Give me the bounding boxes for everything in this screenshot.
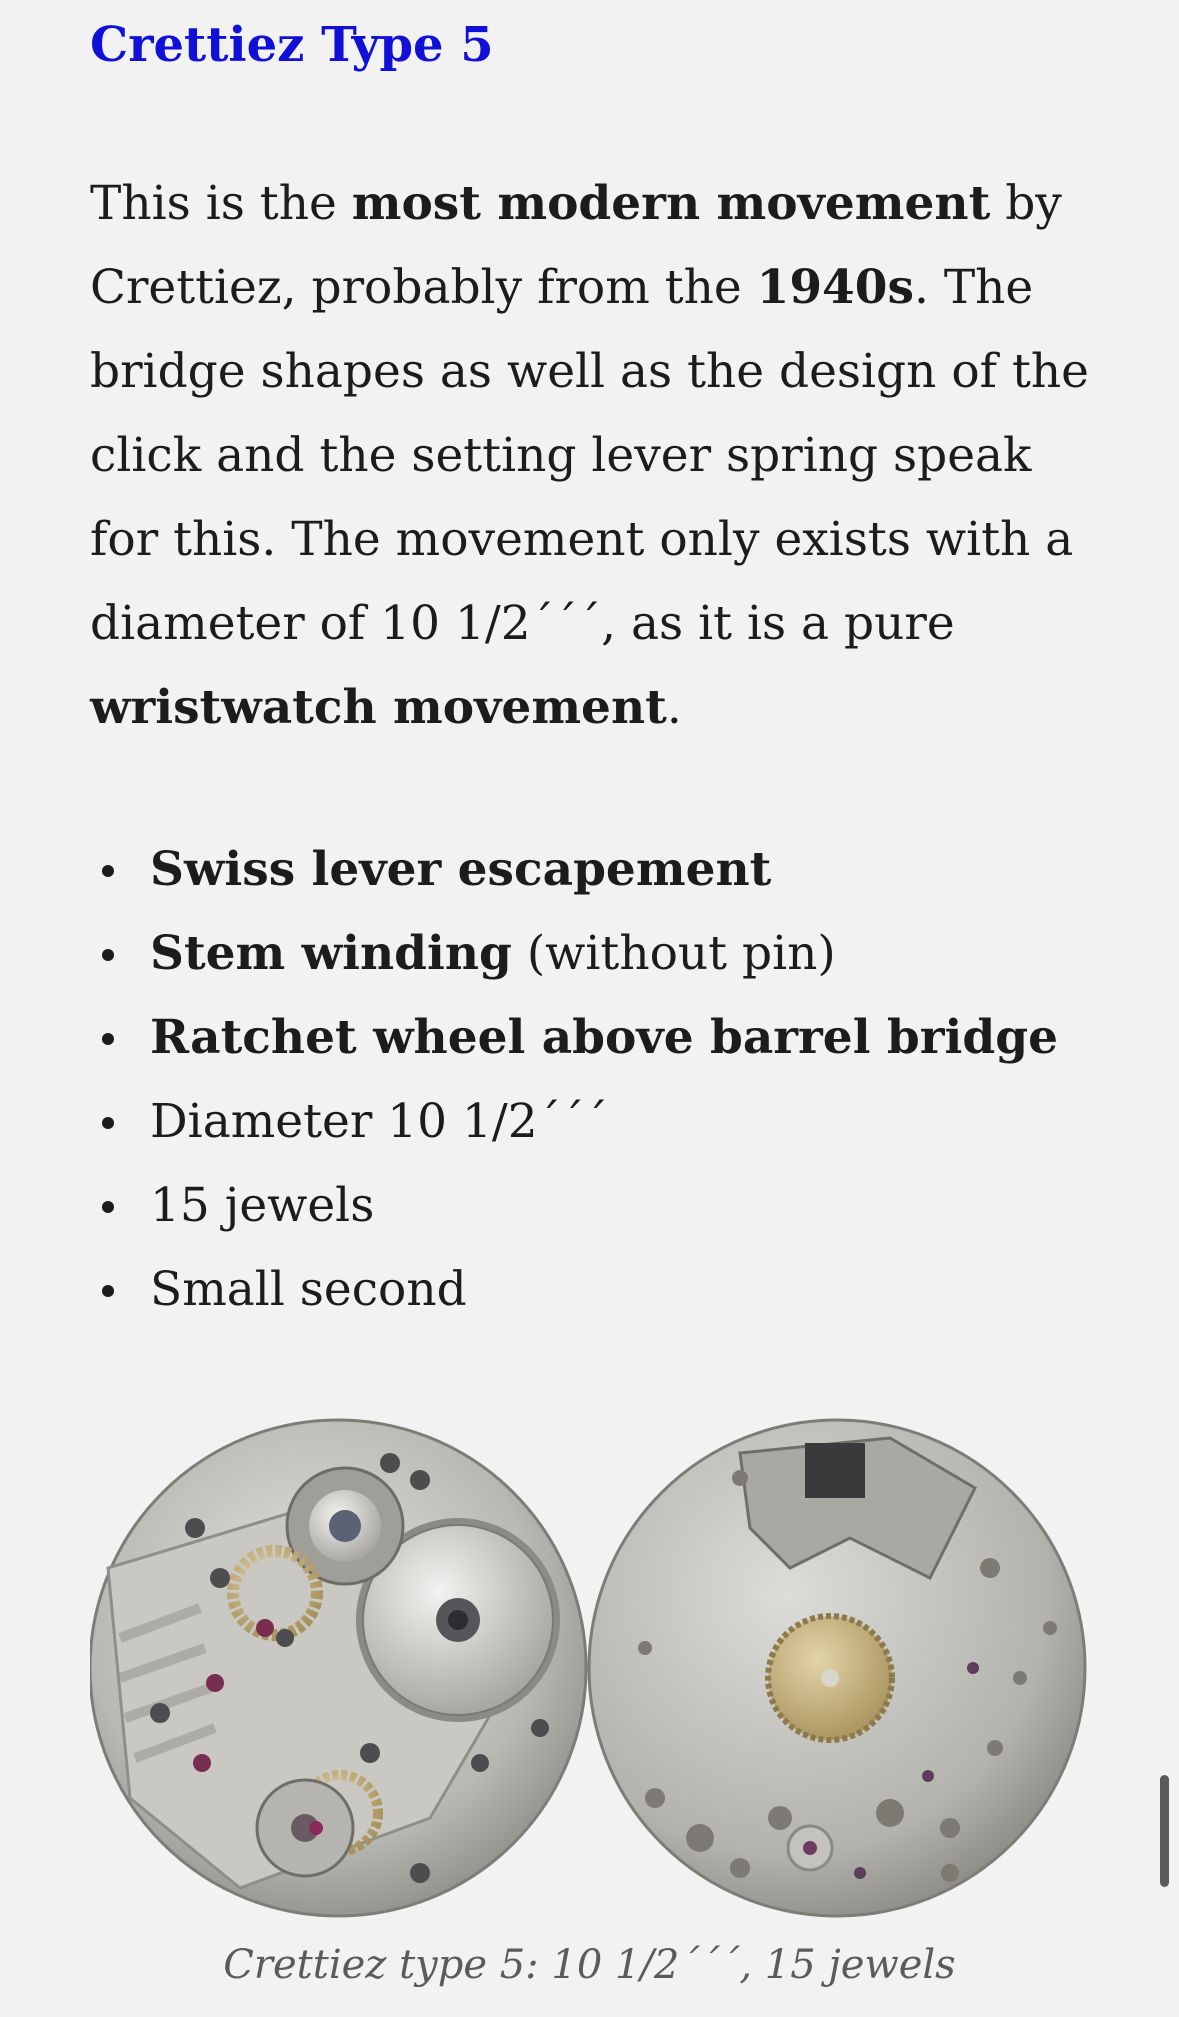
- intro-text: click and the setting lever spring speak: [90, 428, 1032, 483]
- feature-item: [90, 996, 1058, 1080]
- intro-text: .: [666, 680, 682, 735]
- intro-text: . The: [913, 260, 1034, 315]
- feature-text: Diameter 10 1/2´´´: [150, 1094, 609, 1149]
- movement-dial-side: [589, 1420, 1085, 1916]
- figure-caption: Crettiez type 5: 10 1/2´´´, 15 jewels: [223, 1942, 956, 1988]
- intro-bold-text: wristwatch movement: [90, 680, 667, 735]
- intro-text: for this. The movement only exists with a: [90, 512, 1074, 567]
- intro-text: This is the: [90, 176, 352, 231]
- feature-bold-text: Stem winding: [150, 926, 512, 981]
- intro-text: Crettiez, probably from the: [90, 260, 757, 315]
- intro-text: bridge shapes as well as the design of the: [90, 344, 1089, 399]
- feature-item: [90, 828, 1058, 912]
- intro-bold-text: most modern movement: [351, 176, 991, 231]
- feature-item: [90, 1248, 1058, 1332]
- intro-paragraph: [90, 162, 1090, 750]
- feature-bold-text: Swiss lever escapement: [150, 842, 772, 897]
- page-scrollbar[interactable]: [1160, 1775, 1169, 1887]
- feature-list: [90, 828, 1058, 1332]
- movement-photo: [90, 1418, 1088, 1918]
- feature-text: Small second: [150, 1262, 467, 1317]
- feature-item: [90, 912, 1058, 996]
- feature-item: [90, 1080, 1058, 1164]
- movement-photo-figure[interactable]: [90, 1418, 1088, 1918]
- intro-text: diameter of 10 1/2´´´, as it is a pure: [90, 596, 955, 651]
- intro-text: by: [990, 176, 1062, 231]
- feature-text: (without pin): [511, 926, 836, 981]
- intro-bold-text: 1940s: [756, 260, 914, 315]
- movement-bridge-side: [90, 1420, 586, 1916]
- section-heading-link[interactable]: Crettiez Type 5: [90, 17, 494, 73]
- feature-text: 15 jewels: [150, 1178, 375, 1233]
- feature-item: [90, 1164, 1058, 1248]
- feature-bold-text: Ratchet wheel above barrel bridge: [150, 1010, 1059, 1065]
